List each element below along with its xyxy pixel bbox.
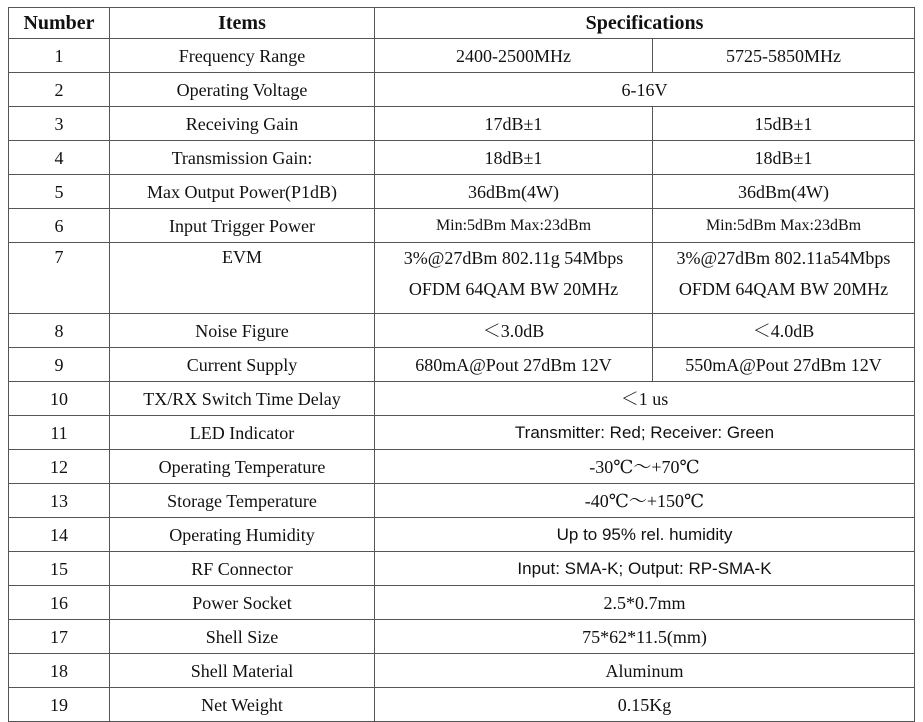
row-item: Input Trigger Power [110,209,375,243]
table-row [9,586,915,620]
row-number: 7 [9,243,110,314]
spec-5g8: 5725-5850MHz [653,39,915,73]
spec-value: 0.15Kg [375,688,915,722]
spec-line: 3%@27dBm 802.11g 54Mbps [403,248,624,268]
row-number: 10 [9,382,110,416]
spec-value: -30℃～+70℃ [375,450,915,484]
row-number: 9 [9,348,110,382]
row-number: 17 [9,620,110,654]
spec-line: OFDM 64QAM BW 20MHz [678,279,889,299]
row-number: 12 [9,450,110,484]
spec-2g4: 18dB±1 [375,141,653,175]
header-row [9,8,915,39]
spec-5g8: ＜4.0dB [653,314,915,348]
table-row [9,348,915,382]
row-item: Net Weight [110,688,375,722]
row-item: Operating Humidity [110,518,375,552]
row-item: Shell Material [110,654,375,688]
spec-5g8: 15dB±1 [653,107,915,141]
header-number: Number [9,8,110,39]
table-row [9,484,915,518]
spec-line: 3%@27dBm 802.11a54Mbps [676,248,891,268]
table-row [9,518,915,552]
row-item: Power Socket [110,586,375,620]
table-row [9,39,915,73]
row-item: TX/RX Switch Time Delay [110,382,375,416]
spec-value: 6-16V [375,73,915,107]
row-item: Operating Temperature [110,450,375,484]
row-number: 6 [9,209,110,243]
table-row [9,314,915,348]
spec-2g4: 17dB±1 [375,107,653,141]
table-row [9,450,915,484]
spec-value: Input: SMA-K; Output: RP-SMA-K [375,552,915,586]
row-item: Shell Size [110,620,375,654]
row-number: 5 [9,175,110,209]
spec-line: OFDM 64QAM BW 20MHz [408,279,619,299]
row-number: 4 [9,141,110,175]
table-row [9,620,915,654]
spec-5g8 [653,243,915,314]
row-number: 11 [9,416,110,450]
table-row [9,416,915,450]
specifications-table [8,7,915,722]
row-item: EVM [110,243,375,314]
row-number: 14 [9,518,110,552]
table-row [9,654,915,688]
spec-5g8: 36dBm(4W) [653,175,915,209]
row-number: 2 [9,73,110,107]
row-number: 15 [9,552,110,586]
spec-5g8: Min:5dBm Max:23dBm [653,209,915,243]
spec-value: 2.5*0.7mm [375,586,915,620]
spec-5g8: 18dB±1 [653,141,915,175]
row-number: 13 [9,484,110,518]
row-item: Storage Temperature [110,484,375,518]
row-number: 19 [9,688,110,722]
spec-2g4: ＜3.0dB [375,314,653,348]
table-row [9,107,915,141]
row-item: Frequency Range [110,39,375,73]
spec-2g4 [375,243,653,314]
row-item: LED Indicator [110,416,375,450]
spec-value: Transmitter: Red; Receiver: Green [375,416,915,450]
spec-value: Up to 95% rel. humidity [375,518,915,552]
spec-value: 75*62*11.5(mm) [375,620,915,654]
table-row [9,243,915,314]
spec-value: ＜1 us [375,382,915,416]
header-items: Items [110,8,375,39]
row-number: 18 [9,654,110,688]
spec-5g8: 550mA@Pout 27dBm 12V [653,348,915,382]
row-item: Max Output Power(P1dB) [110,175,375,209]
spec-value: -40℃～+150℃ [375,484,915,518]
row-item: Operating Voltage [110,73,375,107]
row-number: 3 [9,107,110,141]
row-number: 1 [9,39,110,73]
row-item: Noise Figure [110,314,375,348]
row-item: RF Connector [110,552,375,586]
table-row [9,73,915,107]
spec-2g4: 680mA@Pout 27dBm 12V [375,348,653,382]
spec-2g4: 2400-2500MHz [375,39,653,73]
row-item: Receiving Gain [110,107,375,141]
header-specifications: Specifications [375,8,915,39]
table-row [9,209,915,243]
table-row [9,552,915,586]
row-number: 8 [9,314,110,348]
row-item: Current Supply [110,348,375,382]
table-row [9,141,915,175]
table-row [9,175,915,209]
table-row [9,382,915,416]
spec-value: Aluminum [375,654,915,688]
row-number: 16 [9,586,110,620]
row-item: Transmission Gain: [110,141,375,175]
spec-2g4: Min:5dBm Max:23dBm [375,209,653,243]
table-row [9,688,915,722]
spec-2g4: 36dBm(4W) [375,175,653,209]
